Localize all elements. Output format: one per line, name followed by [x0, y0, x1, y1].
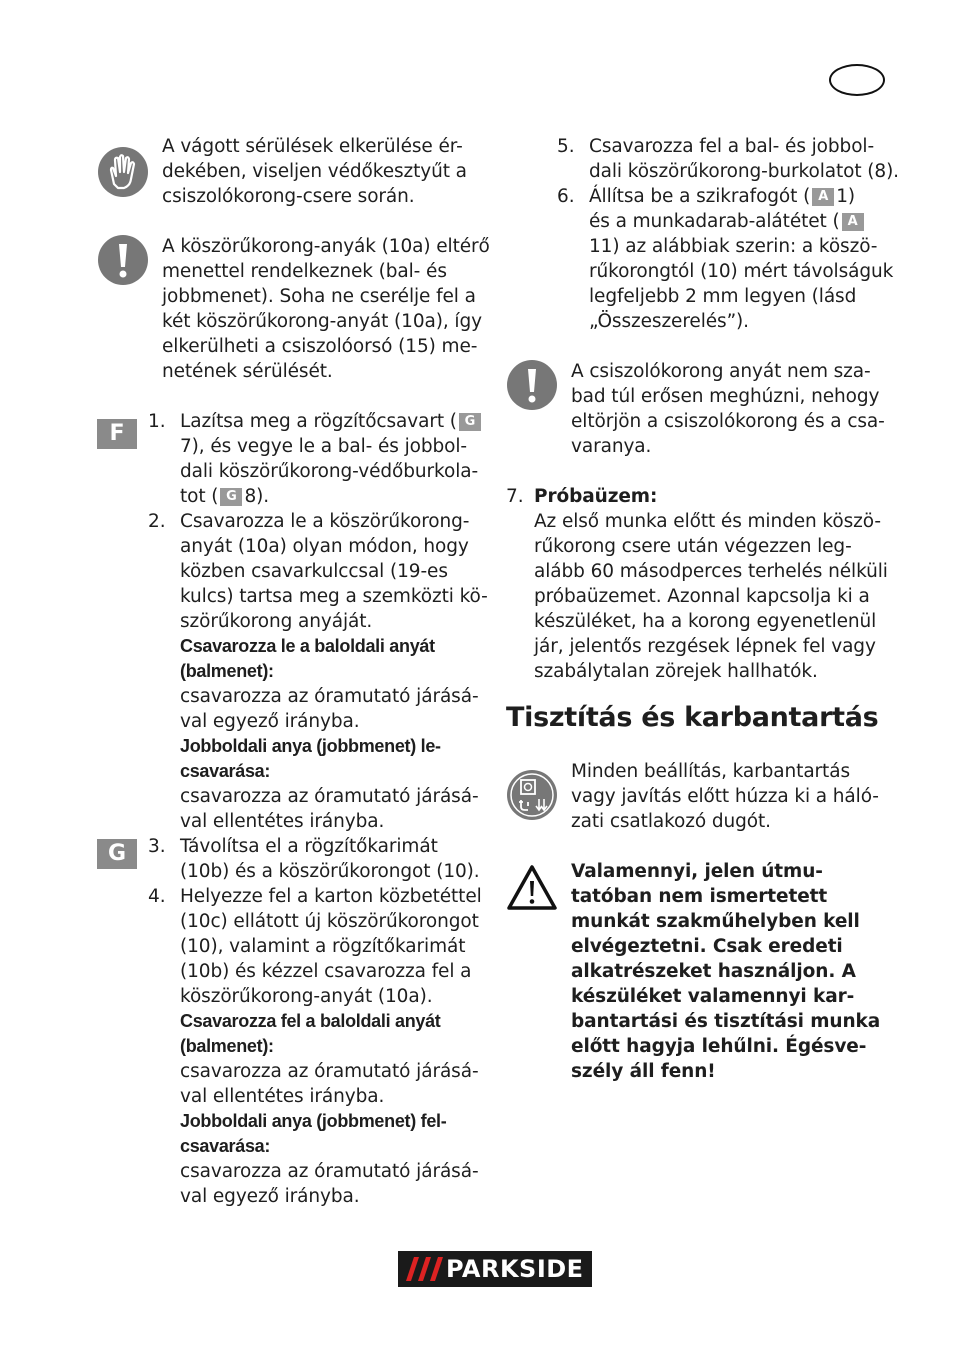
note-line: jobbmenet). Soha ne cserélje fel a: [162, 286, 476, 307]
figure-ref-g: G: [220, 488, 242, 506]
language-badge: [829, 64, 885, 96]
parkside-logo: [398, 1251, 592, 1287]
step-line: csavarozza az óramutató járásá-: [180, 786, 479, 807]
step-number: 5.: [557, 136, 575, 157]
step-line: közben csavarkulccsal (19-es: [180, 561, 448, 582]
warning-line: elvégeztetni. Csak eredeti: [571, 936, 843, 957]
step-line: csavarozza az óramutató járásá-: [180, 686, 479, 707]
note-line: menettel rendelkeznek (bal- és: [162, 261, 447, 282]
step-line: val egyező irányba.: [180, 1186, 360, 1207]
note-line: elkerülheti a csiszolóorsó (15) me-: [162, 336, 478, 357]
step-number: 1.: [148, 411, 166, 432]
unplug-icon: [506, 769, 558, 821]
note-line: bad túl erősen meghúzni, nehogy: [571, 386, 880, 407]
step-line: Csavarozza le a köszörűkorong-: [180, 511, 470, 532]
step-line: szörűkorong anyáját.: [180, 611, 373, 632]
warning-line: tatóban nem ismertetett: [571, 886, 828, 907]
step-line: 11) az alábbiak szerin: a köszö-: [589, 236, 878, 257]
step-line: próbaüzemet. Azonnal kapcsolja ki a: [534, 586, 870, 607]
exclamation-icon: [506, 359, 558, 411]
step-line: csavarozza az óramutató járásá-: [180, 1061, 479, 1082]
note-line: A vágott sérülések elkerülése ér-: [162, 136, 463, 157]
step-line: Az első munka előtt és minden köszö-: [534, 511, 881, 532]
warning-line: munkát szakműhelyben kell: [571, 911, 860, 932]
step-subheading: (balmenet):: [180, 1036, 274, 1056]
step-subheading: Jobboldali anya (jobbmenet) le-: [180, 736, 441, 756]
step-number: 6.: [557, 186, 575, 207]
step-line: kulcs) tartsa meg a szemközti kö-: [180, 586, 488, 607]
note-line: zati csatlakozó dugót.: [571, 811, 771, 832]
note-line: csiszolókorong-csere során.: [162, 186, 415, 207]
section-marker-f: F: [97, 419, 137, 449]
note-line: két köszörűkorong-anyát (10a), így: [162, 311, 482, 332]
step-subheading: csavarása:: [180, 1136, 271, 1156]
step-line: (10), valamint a rögzítőkarimát: [180, 936, 466, 957]
step-line: Csavarozza fel a bal- és jobbol-: [589, 136, 875, 157]
step-line: val ellentétes irányba.: [180, 811, 385, 832]
step-subheading: csavarása:: [180, 761, 271, 781]
exclamation-icon: [97, 234, 149, 286]
step-line: dali köszörűkorong-védőburkola-: [180, 461, 479, 482]
figure-ref-g: G: [459, 413, 481, 431]
logo-text: PARKSIDE: [446, 1255, 584, 1283]
warning-line: szély áll fenn!: [571, 1061, 716, 1082]
note-line: A köszörűkorong-anyák (10a) eltérő: [162, 236, 490, 257]
step-line: anyát (10a) olyan módon, hogy: [180, 536, 469, 557]
warning-line: bantartási és tisztítási munka: [571, 1011, 881, 1032]
note-line: netének sérülését.: [162, 361, 333, 382]
step-line: legfeljebb 2 mm legyen (lásd: [589, 286, 857, 307]
step-line: Lazítsa meg a rögzítőcsavart ( G: [180, 409, 483, 434]
warning-triangle-icon: [506, 862, 558, 914]
note-line: A csiszolókorong anyát nem sza-: [571, 361, 871, 382]
step-line: val egyező irányba.: [180, 711, 360, 732]
step-subheading: Jobboldali anya (jobbmenet) fel-: [180, 1111, 447, 1131]
warning-line: Valamennyi, jelen útmu-: [571, 861, 823, 882]
step-line: val ellentétes irányba.: [180, 1086, 385, 1107]
figure-ref-a: A: [812, 188, 834, 206]
step-title: Próbaüzem:: [534, 486, 658, 507]
step-line: köszörűkorong-anyát (10a).: [180, 986, 433, 1007]
step-line: (10c) ellátott új köszörűkorongot: [180, 911, 479, 932]
note-line: eltörjön a csiszolókorong és a csa-: [571, 411, 885, 432]
step-line: 7), és vegye le a bal- és jobbol-: [180, 436, 468, 457]
step-subheading: Csavarozza fel a baloldali anyát: [180, 1011, 441, 1031]
section-marker-g: G: [97, 839, 137, 869]
figure-ref-a: A: [842, 213, 864, 231]
step-line: tot ( G 8).: [180, 486, 270, 507]
note-line: vagy javítás előtt húzza ki a háló-: [571, 786, 879, 807]
warning-line: alkatrészeket használjon. A: [571, 961, 856, 982]
step-line: Helyezze fel a karton közbetéttel: [180, 886, 482, 907]
note-line: dekében, viseljen védőkesztyűt a: [162, 161, 467, 182]
step-line: jár, jelentős rezgések lépnek fel vagy: [534, 636, 876, 657]
step-number: 4.: [148, 886, 166, 907]
warning-line: előtt hagyja lehűlni. Égésve-: [571, 1036, 867, 1057]
note-line: Minden beállítás, karbantartás: [571, 761, 850, 782]
step-line: készüléket, ha a korong egyenetlenül: [534, 611, 877, 632]
step-number: 2.: [148, 511, 166, 532]
section-heading: Tisztítás és karbantartás: [506, 702, 879, 733]
step-subheading: Csavarozza le a baloldali anyát: [180, 636, 435, 656]
step-line: (10b) és a köszörűkorongot (10).: [180, 861, 480, 882]
step-number: 7.: [506, 486, 524, 507]
step-line: alább 60 másodperces terhelés nélküli: [534, 561, 888, 582]
step-line: csavarozza az óramutató járásá-: [180, 1161, 479, 1182]
step-line: és a munkadarab-alátétet ( A: [589, 209, 866, 234]
glove-icon: [97, 146, 149, 198]
step-line: dali köszörűkorong-burkolatot (8).: [589, 161, 899, 182]
warning-line: készüléket valamennyi kar-: [571, 986, 855, 1007]
step-number: 3.: [148, 836, 166, 857]
step-line: Távolítsa el a rögzítőkarimát: [180, 836, 438, 857]
note-line: varanya.: [571, 436, 652, 457]
step-line: rűkorongtól (10) mért távolságuk: [589, 261, 894, 282]
step-line: (10b) és kézzel csavarozza fel a: [180, 961, 472, 982]
step-line: „Összeszerelés”).: [589, 311, 749, 332]
step-subheading: (balmenet):: [180, 661, 274, 681]
step-line: rűkorong csere után végezzen leg-: [534, 536, 852, 557]
step-line: Állítsa be a szikrafogót ( A 1): [589, 186, 855, 207]
step-line: szabálytalan zörejek hallhatók.: [534, 661, 818, 682]
